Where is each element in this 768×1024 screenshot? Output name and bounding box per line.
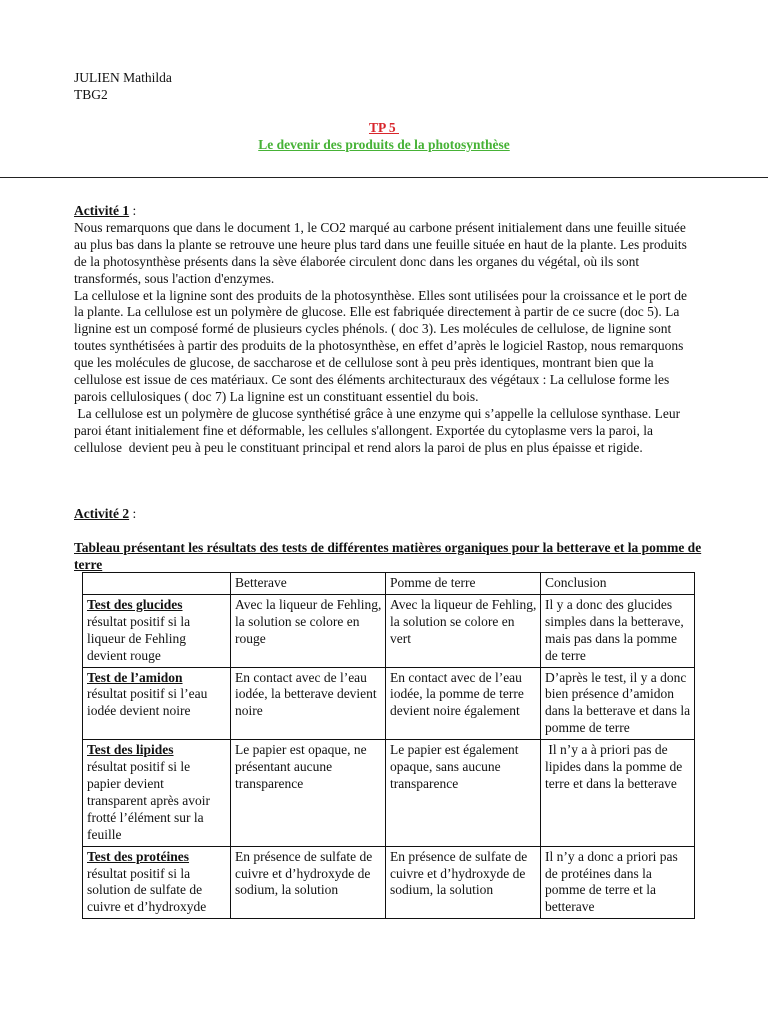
activity-1-paragraph-1: Nous remarquons que dans le document 1, le CO2 marqué au carbone présent initialement dans une feuille située au plus bas dans la plante se retrouve une heure plus tard dans une feuille située en haut de la plante. Les produits de la photosynthèse présents dans la sève élaborée circulent donc dans les organes du végétal, où ils sont transformés, sous l'action d'enzymes. bbox=[74, 219, 687, 286]
conclusion-cell: D’après le test, il y a donc bien présence d’amidon dans la betterave et dans la pomme de terre bbox=[541, 667, 695, 740]
table-row bbox=[83, 846, 695, 919]
table-header-row bbox=[83, 573, 695, 595]
conclusion-cell: Il n’y a à priori pas de lipides dans la pomme de terre et dans la betterave bbox=[541, 740, 695, 846]
header-cell: Betterave bbox=[231, 573, 386, 595]
betterave-cell: Le papier est opaque, ne présentant aucune transparence bbox=[231, 740, 386, 846]
author-name: JULIEN Mathilda bbox=[74, 70, 172, 85]
test-cell: Test des lipides résultat positif si le papier devient transparent après avoir frotté l’élément sur la feuille bbox=[83, 740, 231, 846]
conclusion-cell: Il y a donc des glucides simples dans la betterave, mais pas dans la pomme de terre bbox=[541, 594, 695, 667]
header-cell bbox=[83, 573, 231, 595]
pomme-cell: En contact avec de l’eau iodée, la pomme de terre devient noire également bbox=[386, 667, 541, 740]
table-row bbox=[83, 594, 695, 667]
header-cell: Conclusion bbox=[541, 573, 695, 595]
betterave-cell: En contact avec de l’eau iodée, la betterave devient noire bbox=[231, 667, 386, 740]
pomme-cell: Avec la liqueur de Fehling, la solution se colore en vert bbox=[386, 594, 541, 667]
pomme-cell: En présence de sulfate de cuivre et d’hydroxyde de sodium, la solution bbox=[386, 846, 541, 919]
conclusion-cell: Il n’y a donc a priori pas de protéines dans la pomme de terre et la betterave bbox=[541, 846, 695, 919]
test-cell: Test des protéines résultat positif si la solution de sulfate de cuivre et d’hydroxyde bbox=[83, 846, 231, 919]
activity-1-heading: Activité 1 : bbox=[74, 203, 137, 218]
test-cell: Test des glucides résultat positif si la liqueur de Fehling devient rouge bbox=[83, 594, 231, 667]
tp-title: TP 5 bbox=[368, 120, 399, 135]
horizontal-rule bbox=[0, 177, 768, 178]
pomme-cell: Le papier est également opaque, sans aucune transparence bbox=[386, 740, 541, 846]
table-title: Tableau présentant les résultats des tests de différentes matières organiques pour la betterave et la pomme de terre bbox=[74, 540, 702, 572]
class-name: TBG2 bbox=[74, 87, 108, 102]
betterave-cell: Avec la liqueur de Fehling, la solution se colore en rouge bbox=[231, 594, 386, 667]
table-row bbox=[83, 667, 695, 740]
activity-1-paragraph-3: La cellulose est un polymère de glucose synthétisé grâce à une enzyme qui s’appelle la cellulose synthase. Leur paroi étant initialement fine et déformable, les cellules s'allongent. Exportée du cytoplasme vers la paroi, la cellulose devient peu à peu le constituant principal et rend alors la paroi de plus en plus épaisse et rigide. bbox=[74, 405, 684, 455]
table-row bbox=[83, 740, 695, 846]
header-cell: Pomme de terre bbox=[386, 573, 541, 595]
activity-1-section bbox=[74, 203, 698, 457]
betterave-cell: En présence de sulfate de cuivre et d’hydroxyde de sodium, la solution bbox=[231, 846, 386, 919]
activity-1-paragraph-2: La cellulose et la lignine sont des produits de la photosynthèse. Elles sont utilisées pour la croissance et le port de la plante. La cellulose est un polymère de glucose. Elle est fabriquée directement à partir de ce sucre (doc 5). La lignine est un composé formé de plusieurs cycles phénols. ( doc 3). Les molécules de cellulose, de lignine sont toutes synthétisées à partir des produits de la photosynthèse, en effet d’après le logiciel Rastop, nous remarquons que les molécules de glucose, de saccharose et de cellulose sont à peu près identiques, montrant bien que la cellulose est issue de ces matériaux. Ce sont des éléments architecturaux des végétaux : La cellulose forme les parois cellulosiques ( doc 7) La lignine est un constituant essentiel du bois. bbox=[74, 287, 687, 404]
results-table bbox=[82, 572, 695, 919]
doc-subtitle: Le devenir des produits de la photosynthèse bbox=[258, 137, 510, 152]
activity-2-heading: Activité 2 : bbox=[74, 506, 137, 521]
test-cell: Test de l’amidon résultat positif si l’eau iodée devient noire bbox=[83, 667, 231, 740]
